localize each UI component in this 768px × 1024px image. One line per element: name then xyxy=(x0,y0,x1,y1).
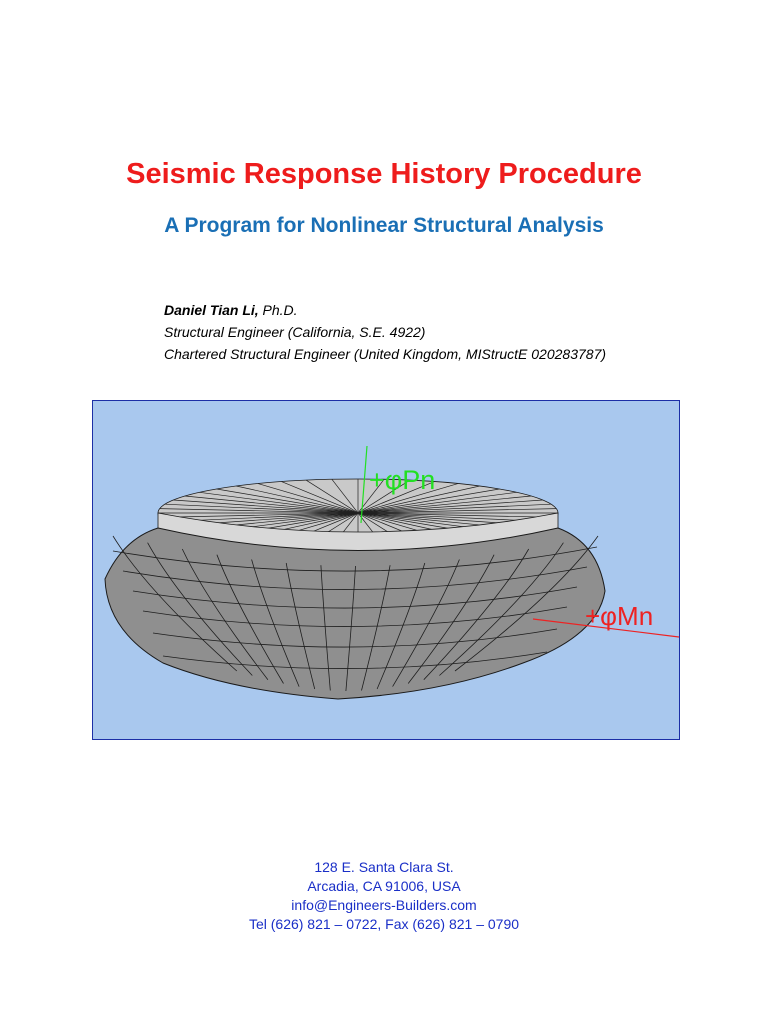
author-block xyxy=(164,299,606,365)
author-name: Daniel Tian Li, xyxy=(164,302,259,318)
contact-address xyxy=(0,858,768,934)
author-credential-2: Chartered Structural Engineer (United Kingdom, MIStructE 020283787) xyxy=(164,346,607,362)
author-name-line xyxy=(164,299,606,321)
phi-pn-label: +φPn xyxy=(369,465,436,495)
document-subtitle: A Program for Nonlinear Structural Analysis xyxy=(164,214,604,237)
contact-email: info@Engineers-Builders.com xyxy=(291,897,477,913)
interaction-surface-svg xyxy=(93,401,679,739)
address-city: Arcadia, CA 91006, USA xyxy=(307,878,461,894)
surface-lower-body xyxy=(105,528,605,699)
document-title: Seismic Response History Procedure xyxy=(126,158,642,190)
address-street: 128 E. Santa Clara St. xyxy=(314,859,454,875)
contact-phone: Tel (626) 821 – 0722, Fax (626) 821 – 0790 xyxy=(248,916,520,932)
author-credential-1: Structural Engineer (California, S.E. 4922) xyxy=(164,324,426,340)
phi-mn-label: +φMn xyxy=(585,601,654,631)
interaction-surface-figure xyxy=(92,400,680,740)
author-degree: Ph.D. xyxy=(258,302,298,318)
